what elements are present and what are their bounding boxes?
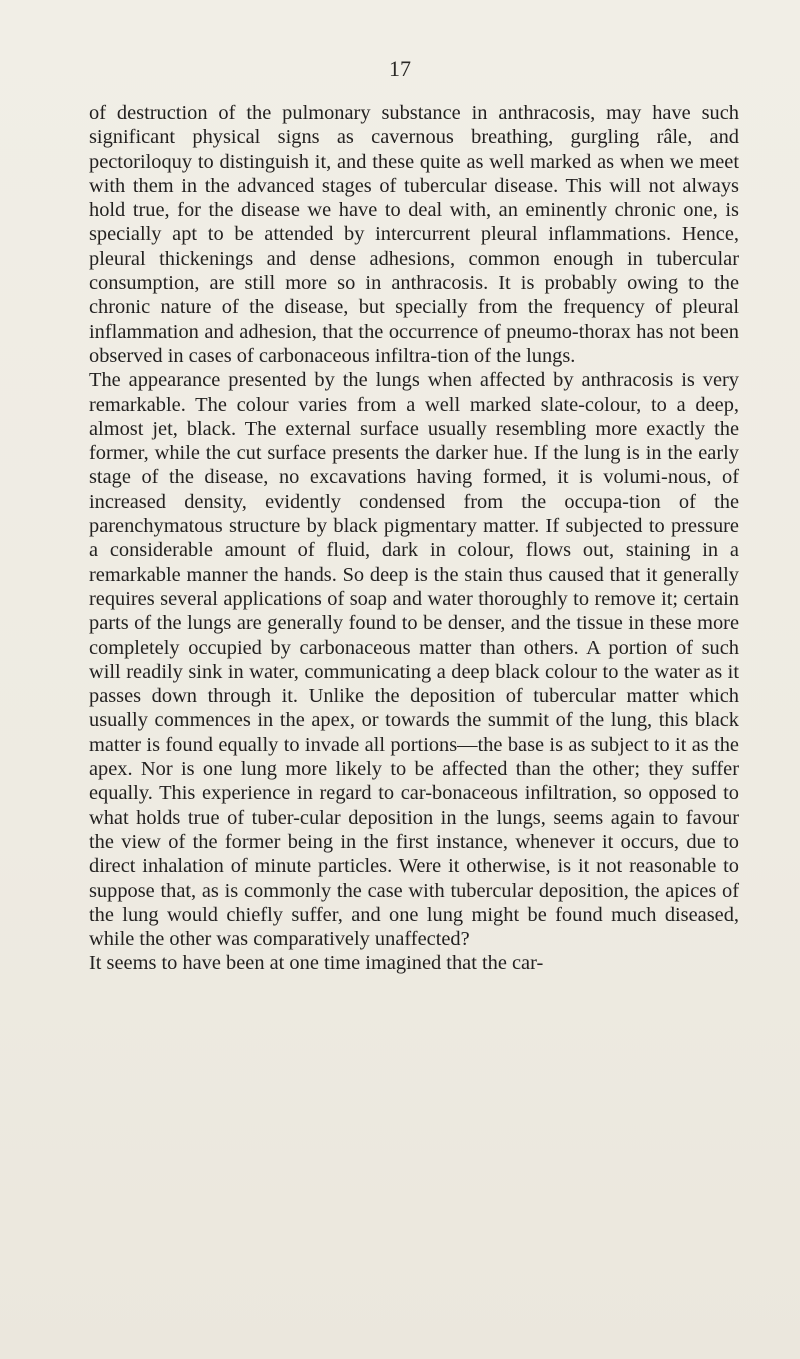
paragraph: of destruction of the pulmonary substance in anthracosis, may have such significant physical signs as cavernous breathing, gurgling râle, and pectoriloquy to distinguish it, and these quite as well marked as when we meet with them in the advanced stages of tubercular disease. This will not always hold true, for the disease we have to deal with, an eminently chronic one, is specially apt to be attended by intercurrent pleural inflammations. Hence, pleural thickenings and dense adhesions, common enough in tubercular consumption, are still more so in anthracosis. It is probably owing to the chronic nature of the disease, but specially from the frequency of pleural inflammation and adhesion, that the occurrence of pneumo-thorax has not been observed in cases of carbonaceous infiltra-tion of the lungs. <box>89 102 739 367</box>
paragraph: The appearance presented by the lungs when affected by anthracosis is very remarkable. The colour varies from a well marked slate-colour, to a deep, almost jet, black. The external surface usually resembling more exactly the former, while the cut surface presents the darker hue. If the lung is in the early stage of the disease, no excavations having formed, it is volumi-nous, of increased density, evidently condensed from the occupa-tion of the parenchymatous structure by black pigmentary matter. If subjected to pressure a considerable amount of fluid, dark in colour, flows out, staining in a remarkable manner the hands. So deep is the stain thus caused that it generally requires several applications of soap and water thoroughly to remove it; certain parts of the lungs are generally found to be denser, and the tissue in these more completely occupied by carbonaceous matter than others. A portion of such will readily sink in water, communicating a deep black colour to the water as it passes down through it. Unlike the deposition of tubercular matter which usually commences in the apex, or towards the summit of the lung, this black matter is found equally to invade all portions—the base is as subject to it as the apex. Nor is one lung more likely to be affected than the other; they suffer equally. This experience in regard to car-bonaceous infiltration, so opposed to what holds true of tuber-cular deposition in the lungs, seems again to favour the view of the former being in the first instance, whenever it occurs, due to direct inhalation of minute particles. Were it otherwise, is it not reasonable to suppose that, as is commonly the case with tubercular deposition, the apices of the lung would chiefly suffer, and one lung might be found much diseased, while the other was comparatively unaffected? <box>89 369 739 951</box>
body-text <box>89 101 739 976</box>
page-number: 17 <box>389 56 411 81</box>
paragraph: It seems to have been at one time imagined that the car- <box>89 952 544 975</box>
